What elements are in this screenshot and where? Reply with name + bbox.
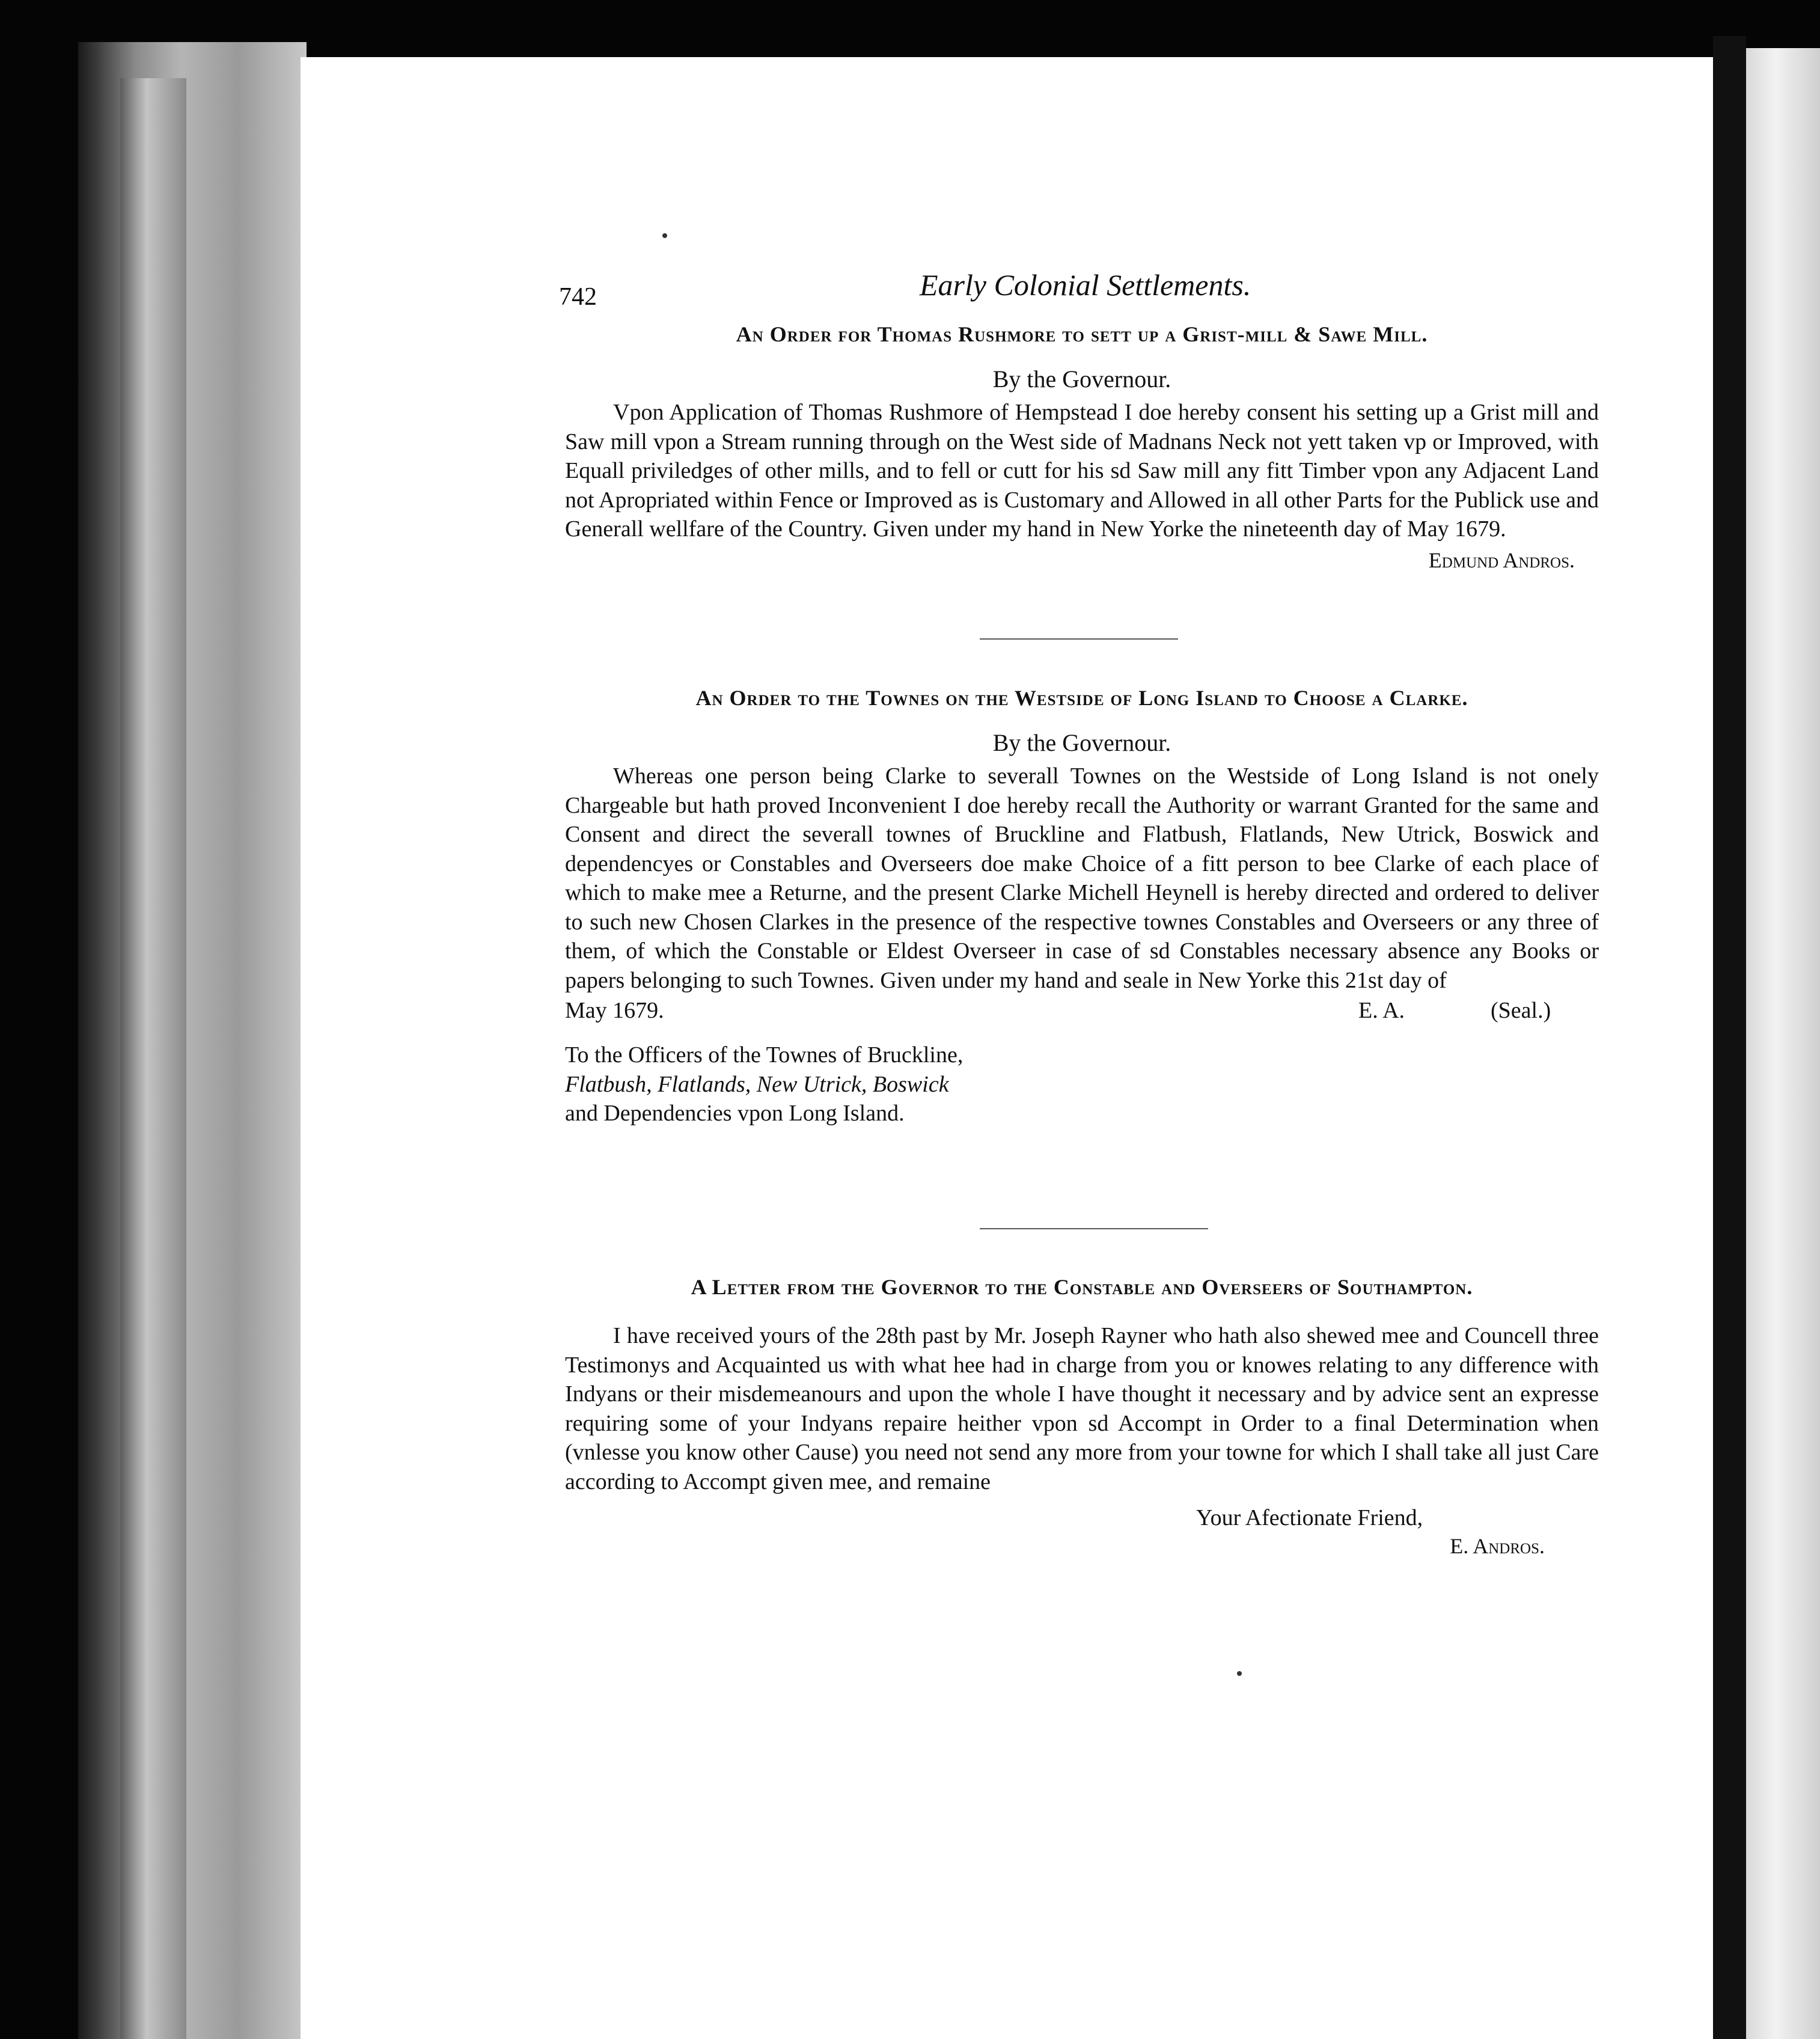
address-line: and Dependencies vpon Long Island. [565,1101,905,1126]
print-speck [662,233,667,238]
book-spine [78,42,307,2039]
date-and-seal-line [565,997,1599,1027]
address-block [565,1041,1599,1128]
page-gutter [1713,36,1746,2039]
order-body: Vpon Application of Thomas Rushmore of Hempstead I doe hereby consent his setting up a Grist mill and Saw mill vpon a Stream running through on the West side of Madnans Neck not yett taken vp or Improved, with Equall priviledges of other mills, and to fell or cutt for his sd Saw mill any fitt Timber vpon any Adjacent Land not Apropriated within Fence or Improved as is Customary and Allowed in all other Parts for the Publick use and Generall wellfare of the Country. Given under my hand in New Yorke the nineteenth day of May 1679. [565,400,1599,542]
closing-phrase: Your Afectionate Friend, [1196,1505,1423,1530]
section-divider [980,638,1178,640]
seal-mark: (Seal.) [1491,998,1551,1023]
section-divider [980,1228,1208,1229]
clarke-order [565,685,1599,1128]
southampton-letter [565,1274,1599,1559]
spine-fold [120,78,186,2039]
rushmore-order [565,322,1599,573]
signature: E. Andros. [1450,1534,1545,1558]
page-header [559,267,1611,316]
order-date: May 1679. [565,998,664,1023]
address-line: To the Officers of the Townes of Bruckline, [565,1042,963,1068]
page-number: 742 [559,283,597,311]
running-title: Early Colonial Settlements. [920,268,1251,302]
section-heading: An Order for Thomas Rushmore to sett up a Grist-mill & Sawe Mill. [736,322,1428,346]
letter-body: I have received yours of the 28th past by Mr. Joseph Rayner who hath also shewed mee and Councell three Testimonys and Acquainted us with what hee had in charge from you or knowes relating to any difference with Indyans or their misdemeanours and upon the whole I have thought it necessary and by advice sent an expresse requiring some of your Indyans repaire heither vpon sd Accompt in Order to a final Determination when (vnlesse you know other Cause) you need not send any more from your towne for which I shall take all just Care according to Accompt given mee, and remaine [565,1323,1599,1494]
section-heading: A Letter from the Governor to the Constable and Overseers of Southampton. [691,1275,1473,1299]
section-heading: An Order to the Townes on the Westside of Long Island to Choose a Clarke. [695,686,1468,710]
order-body: Whereas one person being Clarke to severall Townes on the Westside of Long Island is not onely Chargeable but hath proved Inconvenient I doe hereby recall the Authority or warrant Granted for the same and Consent and direct the severall townes of Bruckline and Flatbush, Flatlands, New Utrick, Boswick and dependencyes or Constables and Overseers doe make Choice of a fitt person to bee Clarke of each place of which to make mee a Returne, and the present Clarke Michell Heynell is hereby directed and ordered to deliver to such new Chosen Clarkes in the presence of the respective townes Constables and Overseers or any three of them, of which the Constable or Eldest Overseer in case of sd Constables necessary absence any Books or papers belonging to such Townes. Given under my hand and seale in New Yorke this 21st day of [565,763,1599,993]
by-governour-line: By the Governour. [992,365,1171,393]
facing-page-edge [1746,48,1820,2039]
by-governour-line: By the Governour. [992,729,1171,756]
address-line: Flatbush, Flatlands, New Utrick, Boswick [565,1071,949,1097]
print-speck [1237,1671,1242,1676]
initials: E. A. [1358,998,1405,1023]
signature: Edmund Andros. [1428,548,1575,572]
